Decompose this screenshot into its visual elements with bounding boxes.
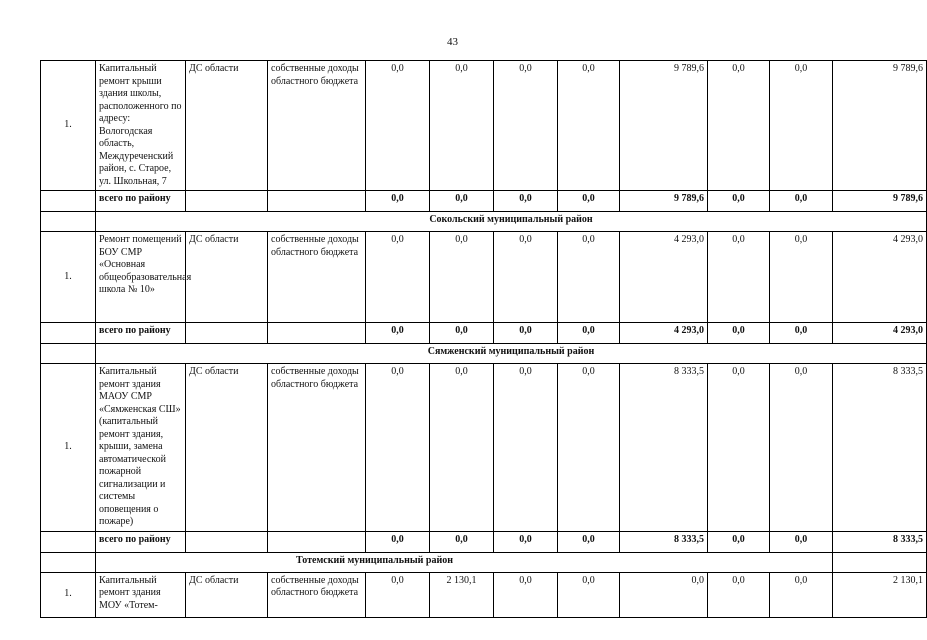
empty-cell [186,323,268,344]
empty-cell [41,344,96,364]
value-cell: 0,0 [430,364,494,532]
source-cell: ДС области [186,364,268,532]
value-cell: 0,0 [494,232,558,323]
empty-cell [41,323,96,344]
object-name-cell: Ремонт помещений БОУ СМР «Основная общеобразовательная школа № 10» [96,232,186,323]
total-value-cell: 0,0 [770,531,833,552]
total-value-cell: 0,0 [430,531,494,552]
empty-cell [833,552,927,572]
total-value-cell: 0,0 [430,191,494,212]
empty-cell [186,531,268,552]
value-cell: 2 130,1 [430,572,494,617]
total-value-cell: 8 333,5 [620,531,708,552]
value-cell: 0,0 [708,572,770,617]
row-index: 1. [41,364,96,532]
total-row [41,323,927,344]
empty-cell [186,191,268,212]
total-row [41,191,927,212]
value-cell: 0,0 [558,61,620,191]
total-value-cell: 0,0 [494,531,558,552]
source-cell: ДС области [186,572,268,617]
value-cell: 9 789,6 [620,61,708,191]
value-cell: 4 293,0 [620,232,708,323]
value-cell: 0,0 [494,572,558,617]
total-label: всего по району [96,191,186,212]
empty-cell [268,191,366,212]
section-header-row [41,552,927,572]
value-cell: 0,0 [770,232,833,323]
total-value-cell: 0,0 [770,323,833,344]
total-row [41,531,927,552]
value-cell: 0,0 [558,364,620,532]
value-cell: 8 333,5 [833,364,927,532]
total-value-cell: 0,0 [770,191,833,212]
total-value-cell: 4 293,0 [620,323,708,344]
value-cell: 0,0 [494,61,558,191]
total-value-cell: 0,0 [494,323,558,344]
value-cell: 0,0 [770,364,833,532]
empty-cell [41,191,96,212]
page-number: 43 [447,36,458,48]
row-index: 1. [41,572,96,617]
funding-cell: собственные доходы областного бюджета [268,232,366,323]
total-value-cell: 9 789,6 [620,191,708,212]
value-cell: 0,0 [366,61,430,191]
total-label: всего по району [96,323,186,344]
section-title: Сямженский муниципальный район [96,344,927,364]
total-value-cell: 0,0 [708,531,770,552]
value-cell: 0,0 [708,364,770,532]
table-row [41,232,927,323]
total-value-cell: 0,0 [708,323,770,344]
empty-cell [41,531,96,552]
section-title: Тотемский муниципальный район [96,552,833,572]
value-cell: 0,0 [558,232,620,323]
total-label: всего по району [96,531,186,552]
funding-cell: собственные доходы областного бюджета [268,364,366,532]
total-value-cell: 0,0 [558,323,620,344]
value-cell: 8 333,5 [620,364,708,532]
value-cell: 2 130,1 [833,572,927,617]
value-cell: 9 789,6 [833,61,927,191]
total-value-cell: 0,0 [558,531,620,552]
value-cell: 0,0 [366,364,430,532]
source-cell: ДС области [186,61,268,191]
value-cell: 0,0 [430,61,494,191]
table-row [41,61,927,191]
object-name-cell: Капитальный ремонт здания МОУ «Тотем- [96,572,186,617]
object-name-cell: Капитальный ремонт крыши здания школы, расположенного по адресу: Вологодская область, Междуреченский район, с. Старое, ул. Школьная, 7 [96,61,186,191]
total-value-cell: 0,0 [366,323,430,344]
row-index: 1. [41,232,96,323]
value-cell: 0,0 [708,61,770,191]
table-row [41,572,927,617]
empty-cell [268,323,366,344]
table-row [41,364,927,532]
total-value-cell: 8 333,5 [833,531,927,552]
source-cell: ДС области [186,232,268,323]
value-cell: 0,0 [366,572,430,617]
value-cell: 0,0 [708,232,770,323]
value-cell: 0,0 [494,364,558,532]
total-value-cell: 0,0 [494,191,558,212]
empty-cell [268,531,366,552]
value-cell: 0,0 [770,572,833,617]
section-header-row [41,344,927,364]
funding-cell: собственные доходы областного бюджета [268,572,366,617]
value-cell: 0,0 [770,61,833,191]
total-value-cell: 0,0 [366,531,430,552]
total-value-cell: 0,0 [366,191,430,212]
empty-cell [41,212,96,232]
value-cell: 0,0 [366,232,430,323]
total-value-cell: 0,0 [708,191,770,212]
budget-table [40,60,927,618]
row-index: 1. [41,61,96,191]
value-cell: 0,0 [558,572,620,617]
total-value-cell: 0,0 [430,323,494,344]
value-cell: 4 293,0 [833,232,927,323]
value-cell: 0,0 [430,232,494,323]
section-title: Сокольский муниципальный район [96,212,927,232]
total-value-cell: 0,0 [558,191,620,212]
object-name-cell: Капитальный ремонт здания МАОУ СМР «Сямженская СШ» (капитальный ремонт здания, крыши, замена автоматической пожарной сигнализации и системы оповещения о пожаре) [96,364,186,532]
empty-cell [41,552,96,572]
total-value-cell: 9 789,6 [833,191,927,212]
total-value-cell: 4 293,0 [833,323,927,344]
value-cell: 0,0 [620,572,708,617]
funding-cell: собственные доходы областного бюджета [268,61,366,191]
section-header-row [41,212,927,232]
